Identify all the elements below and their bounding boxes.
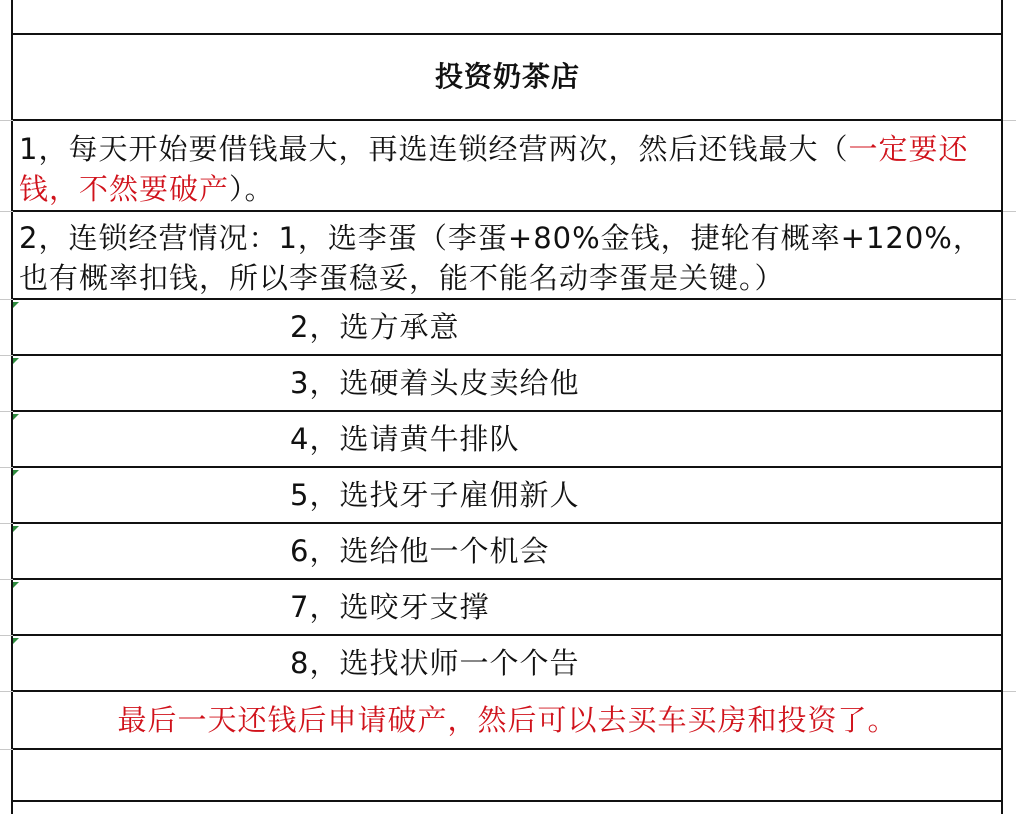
gridline	[0, 211, 13, 212]
cell-flag-icon	[13, 414, 19, 420]
gridline	[0, 355, 13, 356]
option-row[interactable]	[13, 636, 1002, 692]
cell-flag-icon	[13, 302, 19, 308]
gridline	[0, 523, 13, 524]
step1-warning: 一定要还钱，不然要破产	[19, 132, 969, 206]
option-text: 3，选硬着头皮卖给他	[290, 366, 580, 400]
page-title: 投资奶茶店	[434, 60, 580, 93]
option-row[interactable]	[13, 356, 1002, 412]
cell-flag-icon	[13, 582, 19, 588]
gridline	[1003, 120, 1016, 121]
option-text: 2，选方承意	[290, 310, 460, 344]
blank-row-bottom	[13, 750, 1002, 802]
cell-flag-icon	[13, 470, 19, 476]
option-row[interactable]	[13, 524, 1002, 580]
step2-text: 2，连锁经营情况：1，选李蛋（李蛋+80%金钱，捷轮有概率+120%，也有概率扣钱，所以李蛋稳妥，能不能名动李蛋是关键。）	[19, 221, 983, 295]
option-text: 6，选给他一个机会	[290, 534, 550, 568]
option-text: 4，选请黄牛排队	[290, 422, 520, 456]
gridline	[0, 299, 13, 300]
option-text: 8，选找状师一个个告	[290, 646, 580, 680]
option-text: 5，选找牙子雇佣新人	[290, 478, 580, 512]
gridline	[0, 467, 13, 468]
gridline	[1003, 211, 1016, 212]
option-row[interactable]	[13, 412, 1002, 468]
step1-row[interactable]	[13, 121, 1002, 212]
step1-tail: ）。	[229, 172, 275, 206]
option-row[interactable]	[13, 468, 1002, 524]
final-note-row[interactable]	[13, 692, 1002, 750]
gridline	[0, 579, 13, 580]
option-row[interactable]	[13, 300, 1002, 356]
gridline	[0, 691, 13, 692]
cell-flag-icon	[13, 638, 19, 644]
gridline	[1003, 691, 1016, 692]
gridline	[0, 411, 13, 412]
final-note: 最后一天还钱后申请破产，然后可以去买车买房和投资了。	[117, 703, 898, 737]
gridline	[1003, 299, 1016, 300]
step1-main: 1，每天开始要借钱最大，再选连锁经营两次，然后还钱最大（	[19, 132, 849, 166]
cell-flag-icon	[13, 526, 19, 532]
cell-flag-icon	[13, 358, 19, 364]
title-row[interactable]	[13, 35, 1002, 121]
step2-row[interactable]	[13, 212, 1002, 300]
option-row[interactable]	[13, 580, 1002, 636]
step1-text	[13, 121, 1002, 209]
blank-row-top	[13, 0, 1002, 35]
gridline	[0, 120, 13, 121]
option-text: 7，选咬牙支撑	[290, 590, 490, 624]
gridline	[0, 749, 13, 750]
gridline	[0, 635, 13, 636]
